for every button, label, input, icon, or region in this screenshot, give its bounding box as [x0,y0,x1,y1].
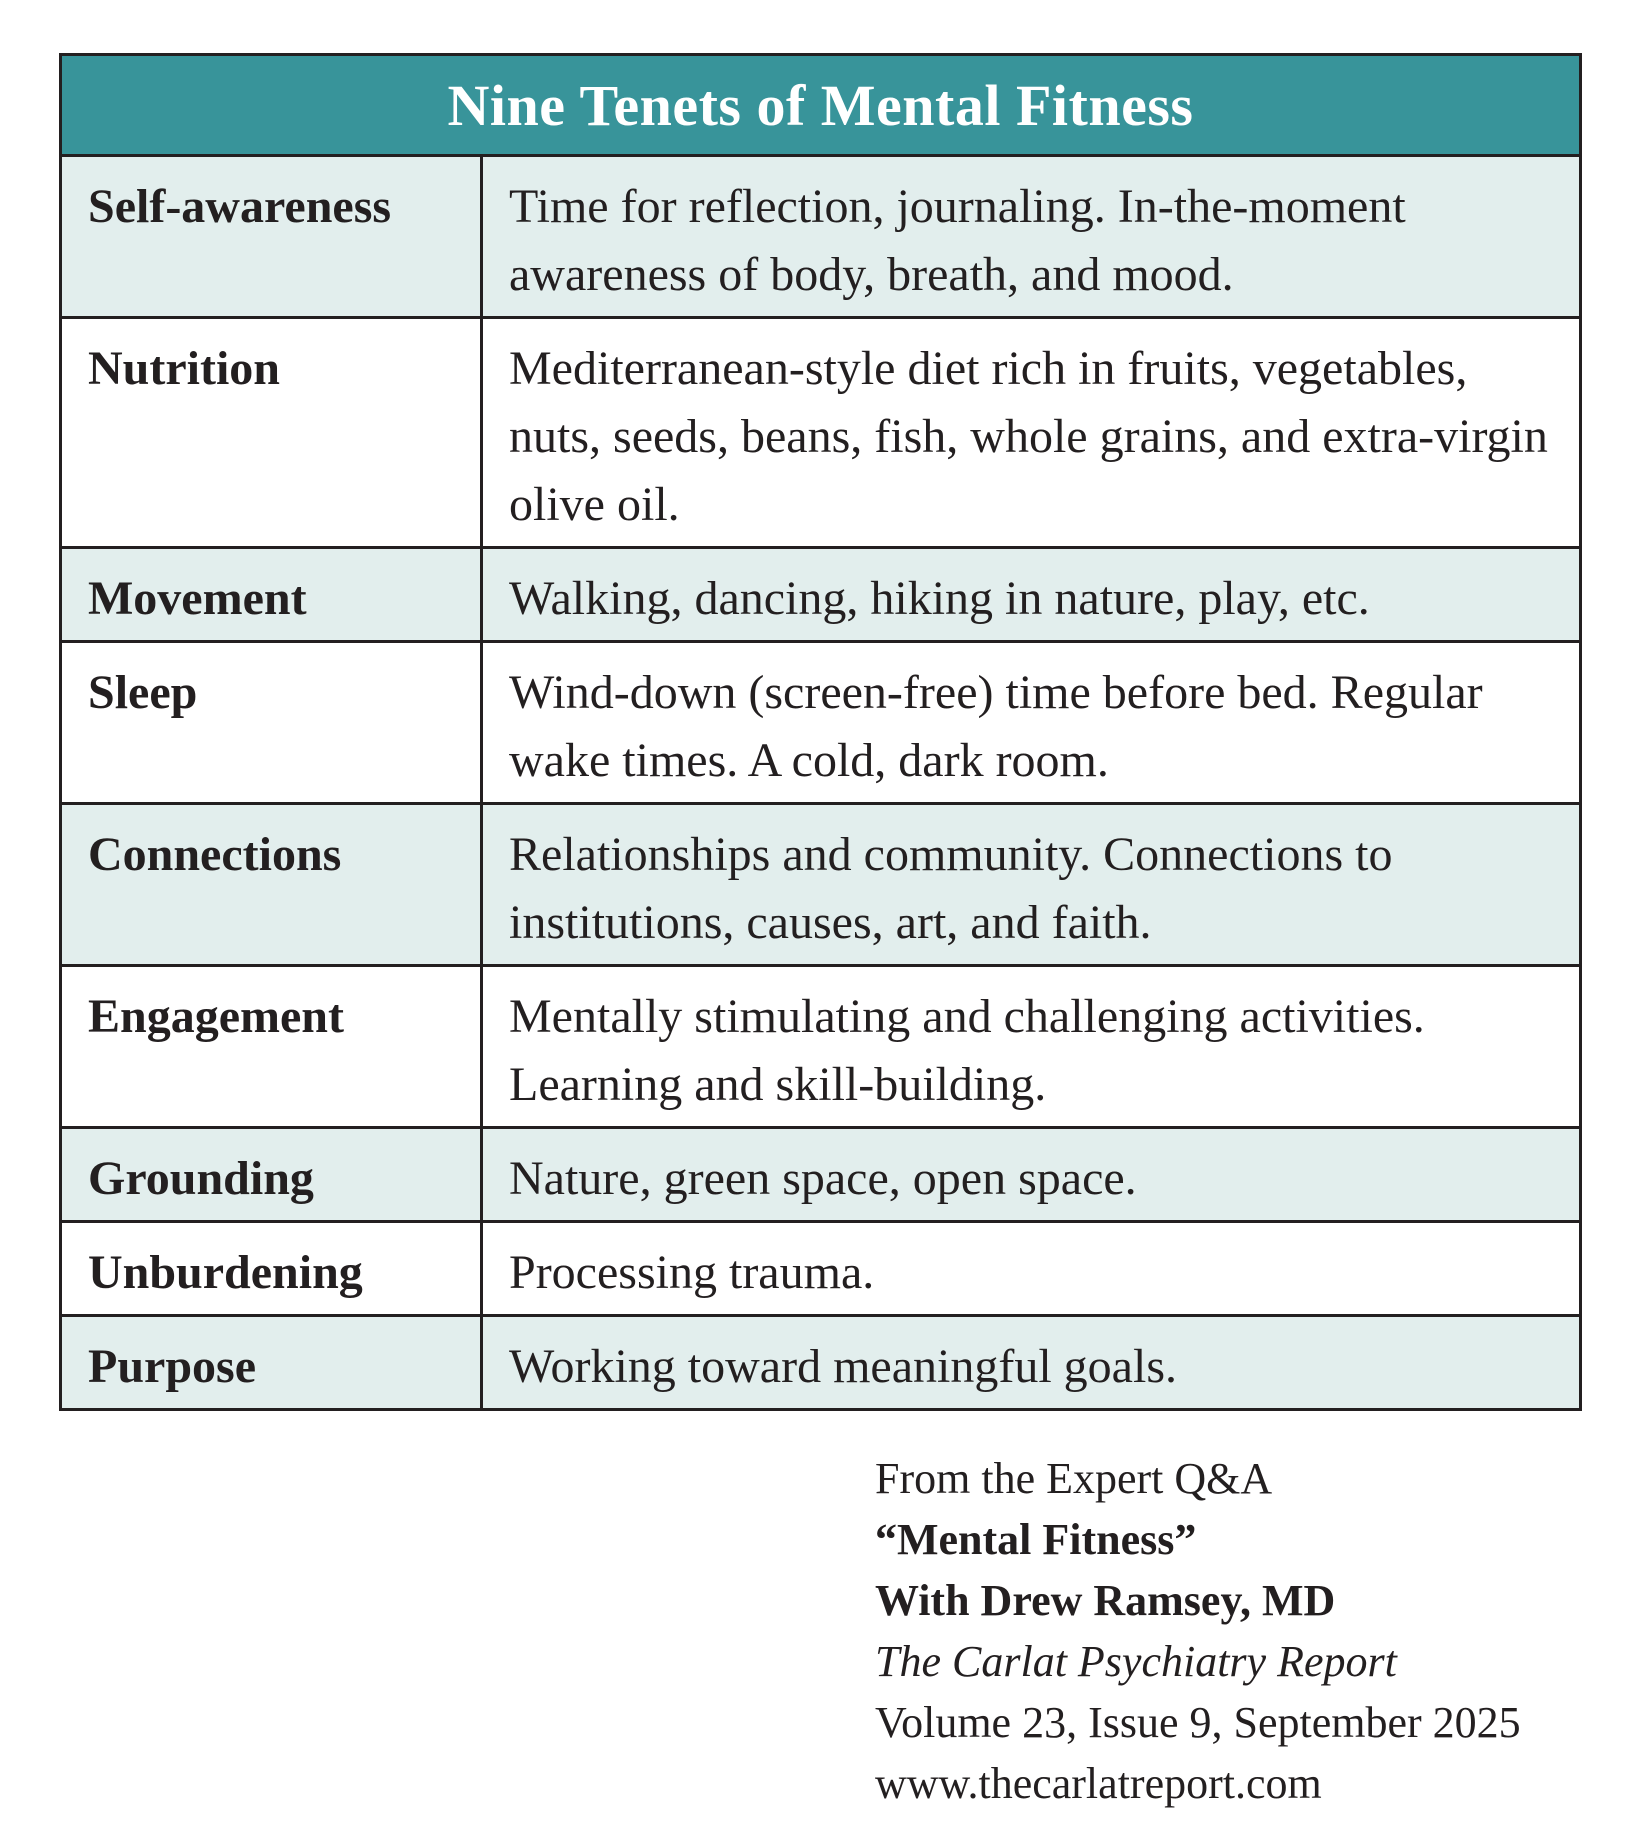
tenets-table [59,53,1582,1411]
row-term: Nutrition [62,319,483,546]
citation-article-title: “Mental Fitness” [875,1515,1197,1564]
citation-publication: The Carlat Psychiatry Report [875,1637,1397,1686]
row-term: Grounding [62,1129,483,1220]
row-term: Movement [62,549,483,640]
row-term: Engagement [62,967,483,1126]
table-row [62,643,1579,805]
table-row [62,1317,1579,1408]
table-row [62,319,1579,549]
citation-source-line: From the Expert Q&A [875,1454,1273,1503]
row-term: Connections [62,805,483,964]
table-row [62,549,1579,643]
row-term: Self-awareness [62,157,483,316]
table-row [62,967,1579,1129]
row-description: Wind-down (screen-free) time before bed. Regular wake times. A cold, dark room. [509,666,1483,787]
table-row [62,1223,1579,1317]
row-description: Walking, dancing, hiking in nature, play, etc. [509,572,1370,625]
citation-author: With Drew Ramsey, MD [875,1576,1336,1625]
row-description: Time for reflection, journaling. In-the-moment awareness of body, breath, and mood. [509,180,1406,301]
citation-website: www.thecarlatreport.com [875,1759,1322,1808]
row-term: Unburdening [62,1223,483,1314]
table-row [62,157,1579,319]
table-row [62,805,1579,967]
row-description: Mediterranean-style diet rich in fruits, vegetables, nuts, seeds, beans, fish, whole grains, and extra-virgin olive oil. [509,342,1548,531]
row-description: Nature, green space, open space. [509,1152,1137,1205]
row-description: Mentally stimulating and challenging activities. Learning and skill-building. [509,990,1425,1111]
row-term: Purpose [62,1317,483,1408]
citation-issue: Volume 23, Issue 9, September 2025 [875,1698,1521,1747]
table-row [62,1129,1579,1223]
row-description: Relationships and community. Connections to institutions, causes, art, and faith. [509,828,1393,949]
table-title: Nine Tenets of Mental Fitness [62,56,1579,157]
row-description: Working toward meaningful goals. [509,1340,1177,1393]
source-citation [875,1448,1521,1814]
row-description: Processing trauma. [509,1246,875,1299]
row-term: Sleep [62,643,483,802]
